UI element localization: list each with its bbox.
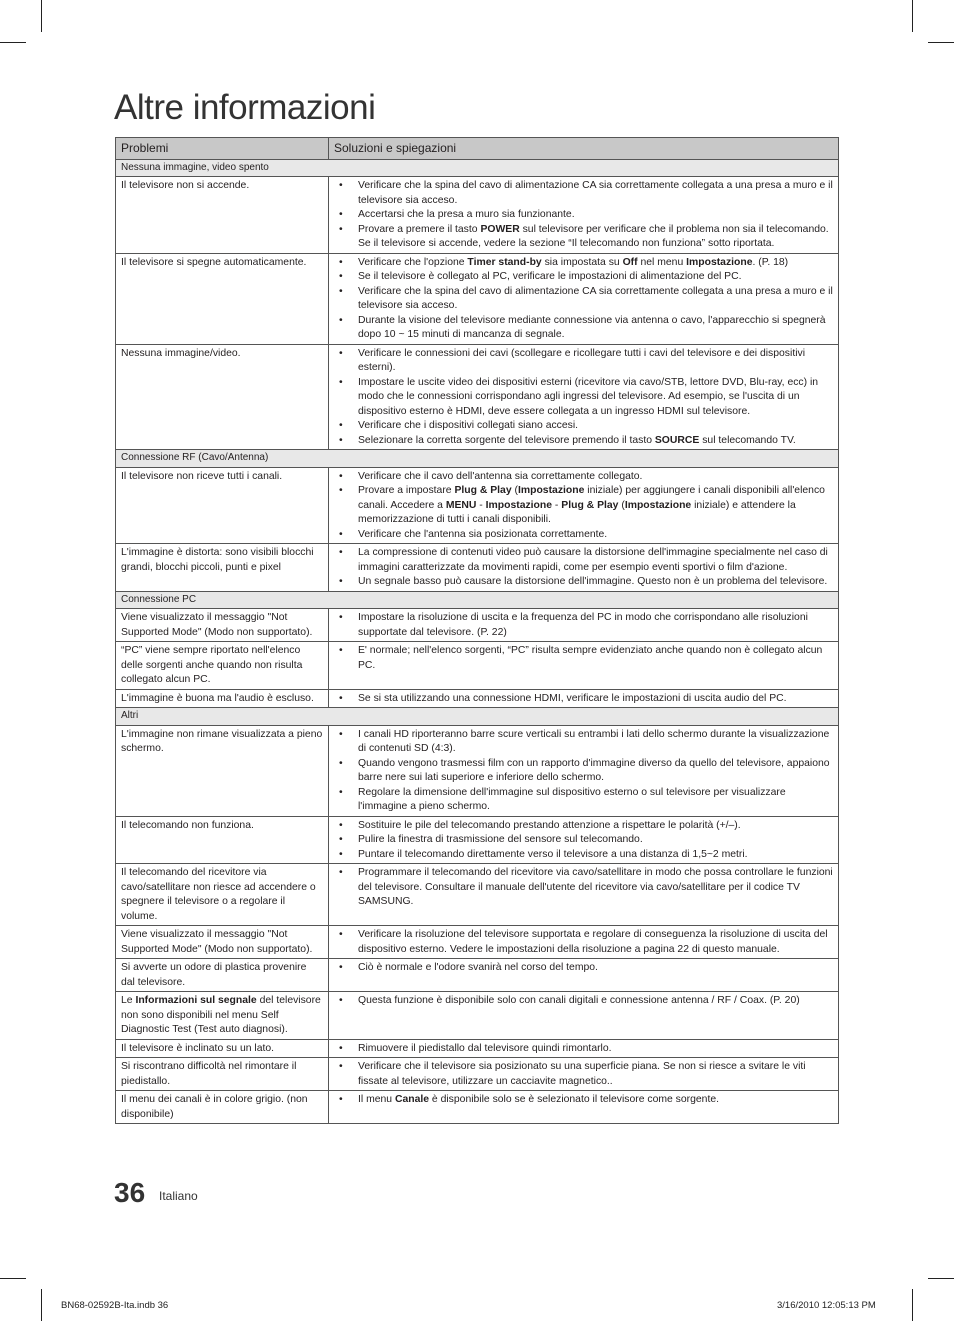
- bullet-icon: •: [339, 528, 343, 540]
- bullet-icon: •: [339, 485, 343, 496]
- solution-text: Pulire la finestra di trasmissione del sensore sul telecomando.: [358, 834, 643, 845]
- solution-cell: [329, 816, 839, 864]
- solution-item: [334, 208, 833, 223]
- bullet-icon: •: [339, 1061, 343, 1072]
- solution-item: [334, 347, 833, 376]
- bullet-icon: •: [339, 692, 343, 704]
- solution-item: [334, 528, 833, 543]
- solution-item: [334, 1093, 833, 1108]
- solution-list: [334, 256, 833, 343]
- bullet-icon: •: [339, 612, 343, 623]
- solution-item: [334, 833, 833, 848]
- solution-text: Se il televisore è collegato al PC, verificare le impostazioni di alimentazione del PC.: [358, 271, 742, 282]
- section-row: [116, 591, 839, 609]
- solution-list: [334, 546, 833, 590]
- bullet-icon: •: [339, 434, 343, 446]
- solution-list: [334, 994, 833, 1009]
- solution-text: Un segnale basso può causare la distorsione dell'immagine. Questo non è un problema del televisore.: [358, 576, 828, 587]
- solution-item: [334, 546, 833, 575]
- bullet-icon: •: [339, 223, 343, 235]
- bullet-icon: •: [339, 834, 343, 845]
- bullet-icon: •: [339, 962, 343, 973]
- solution-cell: [329, 1039, 839, 1058]
- solution-text: Verificare che la spina del cavo di alimentazione CA sia correttamente collegata a una presa a muro e il televisore sia acceso.: [358, 180, 833, 206]
- solution-item: [334, 611, 833, 640]
- solution-item: [334, 644, 833, 673]
- solution-item: [334, 179, 833, 208]
- problem-cell: Il menu dei canali è in colore grigio. (non disponibile): [116, 1091, 329, 1124]
- table-header: [116, 138, 839, 160]
- section-title: Connessione PC: [116, 591, 839, 609]
- page-title: Altre informazioni: [114, 88, 376, 127]
- table-row: [116, 689, 839, 708]
- table-row: [116, 467, 839, 544]
- solution-list: [334, 611, 833, 640]
- table-row: [116, 1058, 839, 1091]
- solution-text: Ciò è normale e l'odore svanirà nel corso del tempo.: [358, 962, 598, 973]
- solution-list: [334, 866, 833, 910]
- problem-cell: L'immagine è distorta: sono visibili blocchi grandi, blocchi piccoli, punti e pixel: [116, 544, 329, 592]
- bullet-icon: •: [339, 848, 343, 860]
- solution-text: Quando vengono trasmessi film con un rapporto d'immagine diverso da quello del televisore, appaiono barre nere sui lati superiore e inferiore dello schermo.: [358, 757, 830, 783]
- bullet-icon: •: [339, 256, 343, 268]
- crop-mark: [0, 42, 26, 43]
- troubleshooting-table: [115, 137, 839, 1124]
- page-number: 36: [114, 1177, 146, 1208]
- solution-text: Verificare che i dispositivi collegati siano accesi.: [358, 420, 579, 431]
- solution-list: [334, 692, 833, 707]
- table-row: [116, 642, 839, 690]
- problem-cell: Il televisore si spegne automaticamente.: [116, 253, 329, 344]
- solution-list: [334, 644, 833, 673]
- table-row: [116, 177, 839, 254]
- table-row: [116, 344, 839, 450]
- crop-mark: [0, 1278, 26, 1279]
- solution-item: [334, 314, 833, 343]
- solution-item: [334, 819, 833, 834]
- section-title: Altri: [116, 708, 839, 726]
- solution-item: [334, 692, 833, 707]
- solution-cell: [329, 642, 839, 690]
- bullet-icon: •: [339, 420, 343, 431]
- solution-text: Rimuovere il piedistallo dal televisore quindi rimontarlo.: [358, 1042, 612, 1054]
- solution-item: [334, 285, 833, 314]
- solution-list: [334, 1042, 833, 1057]
- solution-item: [334, 270, 833, 285]
- solution-cell: [329, 253, 839, 344]
- bullet-icon: •: [339, 547, 343, 558]
- solution-item: [334, 470, 833, 485]
- solution-item: [334, 866, 833, 910]
- problem-cell: L'immagine non rimane visualizzata a pieno schermo.: [116, 725, 329, 816]
- solution-cell: [329, 467, 839, 544]
- solution-text: Verificare che la spina del cavo di alimentazione CA sia correttamente collegata a una presa a muro e il televisore sia acceso.: [358, 285, 833, 311]
- solution-item: [334, 994, 833, 1009]
- solution-text: Selezionare la corretta sorgente del televisore premendo il tasto SOURCE sul telecomando TV.: [358, 434, 796, 446]
- problem-cell: Viene visualizzato il messaggio "Not Supported Mode" (Modo non supportato).: [116, 926, 329, 959]
- footer-file-info: BN68-02592B-Ita.indb 36: [61, 1300, 169, 1311]
- solution-item: [334, 1060, 833, 1089]
- bullet-icon: •: [339, 757, 343, 769]
- bullet-icon: •: [339, 786, 343, 798]
- solution-text: Verificare le connessioni dei cavi (scollegare e ricollegare tutti i cavi del televisore e dei dispositivi esterni).: [358, 347, 806, 373]
- section-title: Connessione RF (Cavo/Antenna): [116, 450, 839, 468]
- solution-cell: [329, 864, 839, 926]
- solution-cell: [329, 926, 839, 959]
- table-row: [116, 544, 839, 592]
- table-row: [116, 1039, 839, 1058]
- bullet-icon: •: [339, 1094, 343, 1105]
- solution-cell: [329, 177, 839, 254]
- solution-item: [334, 419, 833, 434]
- solution-cell: [329, 689, 839, 708]
- solution-list: [334, 347, 833, 449]
- table-row: [116, 959, 839, 992]
- problem-cell: Nessuna immagine/video.: [116, 344, 329, 450]
- solution-list: [334, 728, 833, 815]
- solution-text: Il menu Canale è disponibile solo se è selezionato il televisore come sorgente.: [358, 1094, 719, 1105]
- bullet-icon: •: [339, 285, 343, 297]
- solution-item: [334, 575, 833, 590]
- bullet-icon: •: [339, 314, 343, 326]
- solution-cell: [329, 992, 839, 1040]
- crop-mark: [928, 42, 954, 43]
- solution-cell: [329, 959, 839, 992]
- bullet-icon: •: [339, 209, 343, 220]
- solution-text: Se si sta utilizzando una connessione HDMI, verificare le impostazioni di uscita audio del PC.: [358, 692, 787, 704]
- table-body: [116, 159, 839, 1124]
- solution-list: [334, 1093, 833, 1108]
- problem-cell: Si riscontrano difficoltà nel rimontare il piedistallo.: [116, 1058, 329, 1091]
- solution-text: Accertarsi che la presa a muro sia funzionante.: [358, 209, 575, 220]
- problem-cell: L'immagine è buona ma l'audio è escluso.: [116, 689, 329, 708]
- solution-item: [334, 376, 833, 420]
- solution-text: E' normale; nell'elenco sorgenti, “PC” risulta sempre evidenziato anche quando non è collegato alcun PC.: [358, 645, 823, 671]
- problem-cell: Il televisore non si accende.: [116, 177, 329, 254]
- table-row: [116, 816, 839, 864]
- column-header-solutions: Soluzioni e spiegazioni: [329, 138, 839, 160]
- footer-timestamp: 3/16/2010 12:05:13 PM: [777, 1300, 876, 1311]
- solution-list: [334, 928, 833, 957]
- crop-mark: [41, 0, 42, 32]
- solution-text: Puntare il telecomando direttamente verso il televisore a una distanza di 1,5~2 metri.: [358, 848, 748, 860]
- solution-text: Regolare la dimensione dell'immagine sul dispositivo esterno o sul televisore per visualizzare l'immagine a pieno schermo.: [358, 786, 786, 812]
- solution-text: Verificare che l'opzione Timer stand-by sia impostata su Off nel menu Impostazione. (P. 18): [358, 256, 789, 268]
- bullet-icon: •: [339, 728, 343, 740]
- bullet-icon: •: [339, 1042, 343, 1054]
- bullet-icon: •: [339, 576, 343, 587]
- table-row: [116, 926, 839, 959]
- solution-item: [334, 256, 833, 271]
- bullet-icon: •: [339, 271, 343, 282]
- solution-cell: [329, 544, 839, 592]
- bullet-icon: •: [339, 819, 343, 831]
- problem-cell: Viene visualizzato il messaggio "Not Supported Mode" (Modo non supportato).: [116, 609, 329, 642]
- solution-item: [334, 928, 833, 957]
- crop-mark: [41, 1289, 42, 1321]
- bullet-icon: •: [339, 929, 343, 940]
- solution-item: [334, 961, 833, 976]
- problem-cell: Il telecomando non funziona.: [116, 816, 329, 864]
- solution-text: Impostare le uscite video dei dispositivi esterni (ricevitore via cavo/STB, lettore DVD, Blu-ray, ecc) in modo che le connessioni corrispondano agli ingressi del televisore. Ad esempio, se l'uscita di un dispositivo esterno è HDMI, deve essere collegata a un ingresso HDMI sul televisore.: [358, 376, 819, 417]
- solution-text: Questa funzione è disponibile solo con canali digitali e connessione antenna / RF / Coax. (P. 20): [358, 995, 800, 1006]
- problem-cell: Il televisore non riceve tutti i canali.: [116, 467, 329, 544]
- solution-item: [334, 223, 833, 252]
- page-language: Italiano: [159, 1189, 198, 1203]
- solution-item: [334, 848, 833, 863]
- solution-text: Provare a impostare Plug & Play (Impostazione iniziale) per aggiungere i canali disponibili all'elenco canali. Accedere a MENU - Impostazione - Plug & Play (Impostazione iniziale) e attendere la memorizzazione di tutti i canali disponibili.: [358, 485, 825, 525]
- section-title: Nessuna immagine, video spento: [116, 159, 839, 177]
- solution-text: Sostituire le pile del telecomando prestando attenzione a rispettare le polarità (+/–).: [358, 819, 741, 831]
- problem-cell: Il televisore è inclinato su un lato.: [116, 1039, 329, 1058]
- solution-text: Programmare il telecomando del ricevitore via cavo/satellitare in modo che possa controllare le funzioni del televisore. Consultare il manuale dell'utente del ricevitore via cavo/satellitare per il codice TV SAMSUNG.: [358, 867, 833, 907]
- crop-mark: [912, 0, 913, 32]
- solution-text: Verificare che l'antenna sia posizionata correttamente.: [358, 528, 608, 540]
- solution-item: [334, 728, 833, 757]
- solution-list: [334, 819, 833, 863]
- solution-item: [334, 484, 833, 528]
- solution-text: La compressione di contenuti video può causare la distorsione dell'immagine specialmente nel caso di immagini caratterizzate da movimenti rapidi, come per esempio eventi sportivi o film d'azione.: [358, 547, 828, 573]
- section-row: [116, 708, 839, 726]
- solution-text: Verificare che il cavo dell'antenna sia correttamente collegato.: [358, 470, 643, 482]
- crop-mark: [928, 1278, 954, 1279]
- bullet-icon: •: [339, 347, 343, 359]
- table-row: [116, 253, 839, 344]
- bullet-icon: •: [339, 470, 343, 482]
- solution-list: [334, 470, 833, 543]
- solution-text: Verificare la risoluzione del televisore supportata e regolare di conseguenza la risoluzione di uscita del dispositivo esterno. Vedere le impostazioni della risoluzione a pagina 22 di questo manuale.: [358, 929, 828, 955]
- solution-cell: [329, 1058, 839, 1091]
- crop-mark: [912, 1289, 913, 1321]
- solution-cell: [329, 725, 839, 816]
- solution-cell: [329, 344, 839, 450]
- solution-item: [334, 1042, 833, 1057]
- section-row: [116, 450, 839, 468]
- solution-text: Provare a premere il tasto POWER sul televisore per verificare che il problema non sia il telecomando. Se il televisore si accende, vedere la sezione “Il telecomando non funziona” sotto riportata.: [358, 223, 829, 249]
- table-row: [116, 864, 839, 926]
- table-row: [116, 992, 839, 1040]
- solution-list: [334, 179, 833, 252]
- solution-list: [334, 1060, 833, 1089]
- section-row: [116, 159, 839, 177]
- bullet-icon: •: [339, 995, 343, 1006]
- column-header-problems: Problemi: [116, 138, 329, 160]
- bullet-icon: •: [339, 645, 343, 656]
- problem-cell: Il telecomando del ricevitore via cavo/satellitare non riesce ad accendere o spegnere il televisore o a regolare il volume.: [116, 864, 329, 926]
- solution-cell: [329, 609, 839, 642]
- solution-list: [334, 961, 833, 976]
- solution-cell: [329, 1091, 839, 1124]
- bullet-icon: •: [339, 180, 343, 191]
- solution-text: Impostare la risoluzione di uscita e la frequenza del PC in modo che corrispondano alle risoluzioni supportate dal televisore. (P. 22): [358, 612, 808, 638]
- problem-cell: Si avverte un odore di plastica provenire dal televisore.: [116, 959, 329, 992]
- table-row: [116, 725, 839, 816]
- solution-item: [334, 434, 833, 449]
- solution-text: I canali HD riporteranno barre scure verticali su entrambi i lati dello schermo durante la visualizzazione di contenuti SD (4:3).: [358, 728, 830, 754]
- bullet-icon: •: [339, 867, 343, 878]
- solution-text: Durante la visione del televisore mediante connessione via antenna o cavo, l'apparecchio si spegnerà dopo 10 ~ 15 minuti di mancanza di segnale.: [358, 314, 826, 340]
- solution-item: [334, 757, 833, 786]
- solution-item: [334, 786, 833, 815]
- table-row: [116, 1091, 839, 1124]
- bullet-icon: •: [339, 376, 343, 388]
- problem-cell: Le Informazioni sul segnale del televisore non sono disponibili nel menu Self Diagnostic Test (Test auto diagnosi).: [116, 992, 329, 1040]
- solution-text: Verificare che il televisore sia posizionato su una superficie piana. Se non si riesce a svitare le viti fissate al televisore, utilizzare un cacciavite magnetico..: [358, 1061, 806, 1087]
- problem-cell: “PC” viene sempre riportato nell'elenco delle sorgenti anche quando non risulta collegato alcun PC.: [116, 642, 329, 690]
- table-row: [116, 609, 839, 642]
